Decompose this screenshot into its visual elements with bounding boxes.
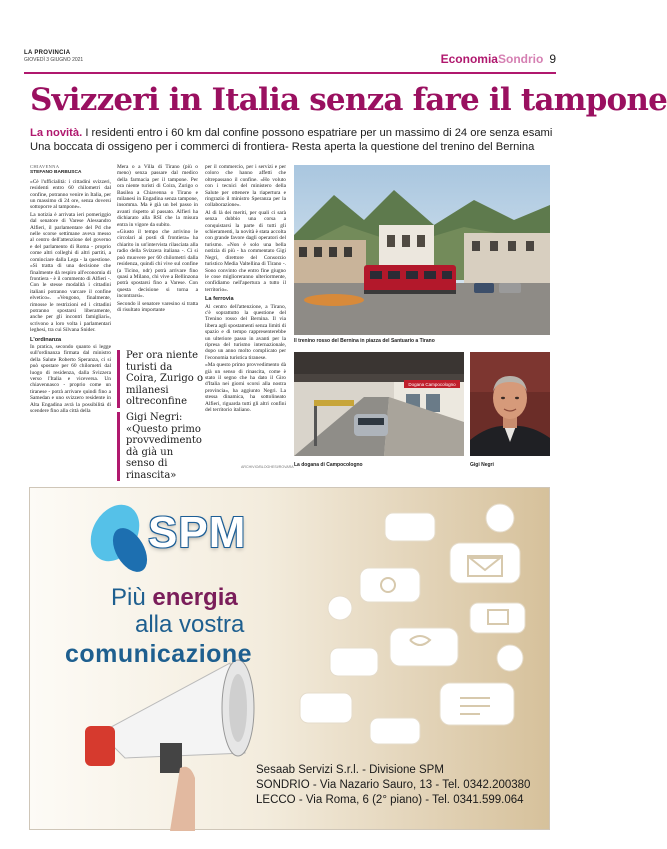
customs-photo-illustration (294, 352, 464, 456)
byline-location: CHIAVENNA (30, 164, 60, 169)
article-paragraph: «Ma questo primo provvedimento dà già un senso di rinascita, come è stato il segno che ha dato il Giro d'Italia nei giorni scorsi alla nostra provincia», ha aggiunto Negri. La stessa dinamica, ha sottolineato Alfieri, riguarda tutti gli altri confini del territorio italiano. (205, 362, 286, 414)
pull-quote-2 (117, 412, 203, 481)
ad-office-lecco: LECCO - Via Roma, 6 (2° piano) - Tel. 0341.599.064 (256, 794, 524, 806)
masthead-rule (24, 72, 556, 74)
pull-quote-text: Per ora niente turisti da Coira, Zurigo o milanesi oltreconfine (126, 350, 203, 407)
ad-slogan-line-1 (111, 584, 238, 612)
portrait-caption: Gigi Negri (470, 462, 494, 468)
publication-block (24, 50, 83, 63)
masthead (24, 50, 556, 72)
publication-name: LA PROVINCIA (24, 50, 71, 56)
article-paragraph: per il commercio, per i servizi e per coloro che hanno affetti che oltrepassano il confine. «Ho voluto con i tecnici del ministero della Salute per ottenere la riapertura e ringrazio il ministro Speranza per la collaborazione». (205, 164, 286, 209)
article-subhead: La ferrovia (205, 296, 234, 303)
ad-slogan-prefix: Più (111, 584, 153, 611)
article-paragraph: «Cè l'ufficialità: i cittadini svizzeri, residenti entro 60 chilometri dal confine, potranno venire in Italia, per un massimo di 24 ore, senza doversi sottoporre al tampone». (30, 178, 111, 211)
train-photo (294, 165, 550, 335)
spm-logo: SPM (148, 508, 247, 557)
byline-author: STEFANO BARBUSCA (30, 170, 82, 176)
spm-advertisement[interactable] (29, 487, 550, 830)
article-column-3 (205, 164, 286, 474)
subsection-name: Sondrio (497, 52, 544, 66)
article-paragraph: In pratica, secondo quanto si legge sull'ordinanza firmata dal ministro della Salute Roberto Speranza, ci si può spostare per 60 chilometri dal luogo di residenza, dalla Svizzera verso l'Italia e viceversa. Un chiavennasco - proprio come un tiranese - potrà arrivare quindi fino a Samedan e uno svizzero residente in Alta Engadina avrà la possibilità di scendere fino alla città della (30, 343, 111, 415)
portrait-photo (470, 352, 550, 456)
ad-company-name: Sesaab Servizi S.r.l. - Divisione SPM (256, 764, 444, 776)
photo-credit: ARCHIVIO/BLOGHESI/ROVARA (241, 465, 294, 469)
article-paragraph: Al di là dei meriti, per quali ci sarà senza dubbio una corsa a conquistarsi la parte di tutti gli schieramenti, la novità è stata accolta con grande favore dagli operatori del turismo. «Non è solo una bella notizia di più - ha commentato Gigi Negri, direttore del Consorzio turistico Media Valtellina di Tirano -. Sono convinto che entro fine giugno le cose miglioreranno ulteriormente, confidiamo nell'apertura a tutto il territorio». (205, 209, 286, 293)
article-paragraph: Mera o a Villa di Tirano (più o meno) senza passare dal medico della farmacia per il tampone. Per ora niente turisti di Coira, Zurigo o Basilea a Chiavenna o Tirano e milanesi in Engadina senza tampone, insomma. Ma è già un bel passo in avanti rispetto al passato. Alfieri ha dichiarato alla RSI che la misura entra in vigore da subito. (117, 164, 198, 228)
section-name: Economia (440, 52, 498, 66)
ad-contact-block (256, 763, 530, 808)
portrait-illustration (470, 352, 550, 456)
summary-line-1 (30, 126, 560, 140)
summary-line-2: Una boccata di ossigeno per i commerci di frontiera- Resta aperta la questione del trenino del Bernina (30, 141, 535, 153)
customs-sign-text: Dogana Campocologno (408, 382, 456, 387)
article-paragraph: «Giusto il tempo che arrivino le circolari ai posti di frontiera» ha chiarito in un'intervista rilasciata alla radio della Svizzera italiana -. Ci si può muovere per 60 chilometri dalla residenza, quindi chi vive sul confine (a Ticino, ndr) potrà arrivare fino quasi a Milano, chi vive a Bellinzona potrà spostarsi fino a Varese. Con questa decisione si torna a incontrarsi». (117, 229, 198, 300)
article-paragraph: Secondo il senatore varesino si tratta di risultato importante (117, 300, 198, 313)
article-column-2 (117, 164, 198, 342)
page-number: 9 (549, 52, 556, 66)
ad-office-sondrio: SONDRIO - Via Nazario Sauro, 13 - Tel. 0342.200380 (256, 779, 531, 791)
summary-text-1: I residenti entro i 60 km dal confine possono espatriare per un massimo di 24 ore senza esami (82, 127, 553, 139)
headline: Svizzeri in Italia senza fare il tampone (30, 82, 667, 118)
article-subhead: L'ordinanza (30, 336, 62, 343)
megaphone-illustration (85, 660, 254, 831)
article-paragraph: Al centro dell'attenzione, a Tirano, c'è soprattutto la questione del Trenino rosso del Bernina. Il via libera agli spostamenti senza limiti di spazio e di tempo rappresenterebbe un ulteriore passo in avanti per la ripresa del turismo internazionale, dopo un anno molto complicato per l'economia turistica tiranese. (205, 303, 286, 361)
ad-slogan-emphasis: energia (152, 584, 238, 611)
ad-slogan-line-2: alla vostra (135, 611, 245, 638)
ad-slogan-line-3: comunicazione (65, 640, 253, 668)
customs-photo-caption: La dogana di Campocologno (294, 462, 363, 468)
summary (30, 126, 560, 154)
summary-kicker: La novità. (30, 127, 83, 139)
publication-date: GIOVEDÌ 3 GIUGNO 2021 (24, 57, 84, 63)
section-label (441, 52, 556, 66)
train-photo-caption: Il trenino rosso del Bernina in piazza del Santuario a Tirano (294, 338, 435, 344)
customs-photo (294, 352, 464, 456)
article-column-1 (30, 164, 111, 474)
pull-quote-1 (117, 350, 203, 408)
pull-quote-text: Gigi Negri: «Questo primo provvedimento dà già un senso di rinascita» (126, 412, 202, 481)
train-photo-illustration (294, 165, 550, 335)
article-paragraph: La notizia è arrivata ieri pomeriggio dal senatore di Varese Alessandro Alfieri, il parlamentare del Pd che nelle scorse settimane aveva messo al centro dell'attenzione del governo e del parlamento di Roma - proprio come altri colleghi di altri partiti, a cominciare dalla Lega - la questione. «Si tratta di una decisione che finalmente dà respiro all'economia di frontiera - è il commento di Alfieri -. Con le stesse modalità i cittadini italiani potranno varcare il confine elvetico». «Vengono, finalmente, rimosse le restrizioni ed i cittadini potranno spostarsi liberamente, anche per gli incontri famigliari», scrivono a loro volta i parlamentari leghesi, tra cui Silvana Snider. (30, 211, 111, 334)
